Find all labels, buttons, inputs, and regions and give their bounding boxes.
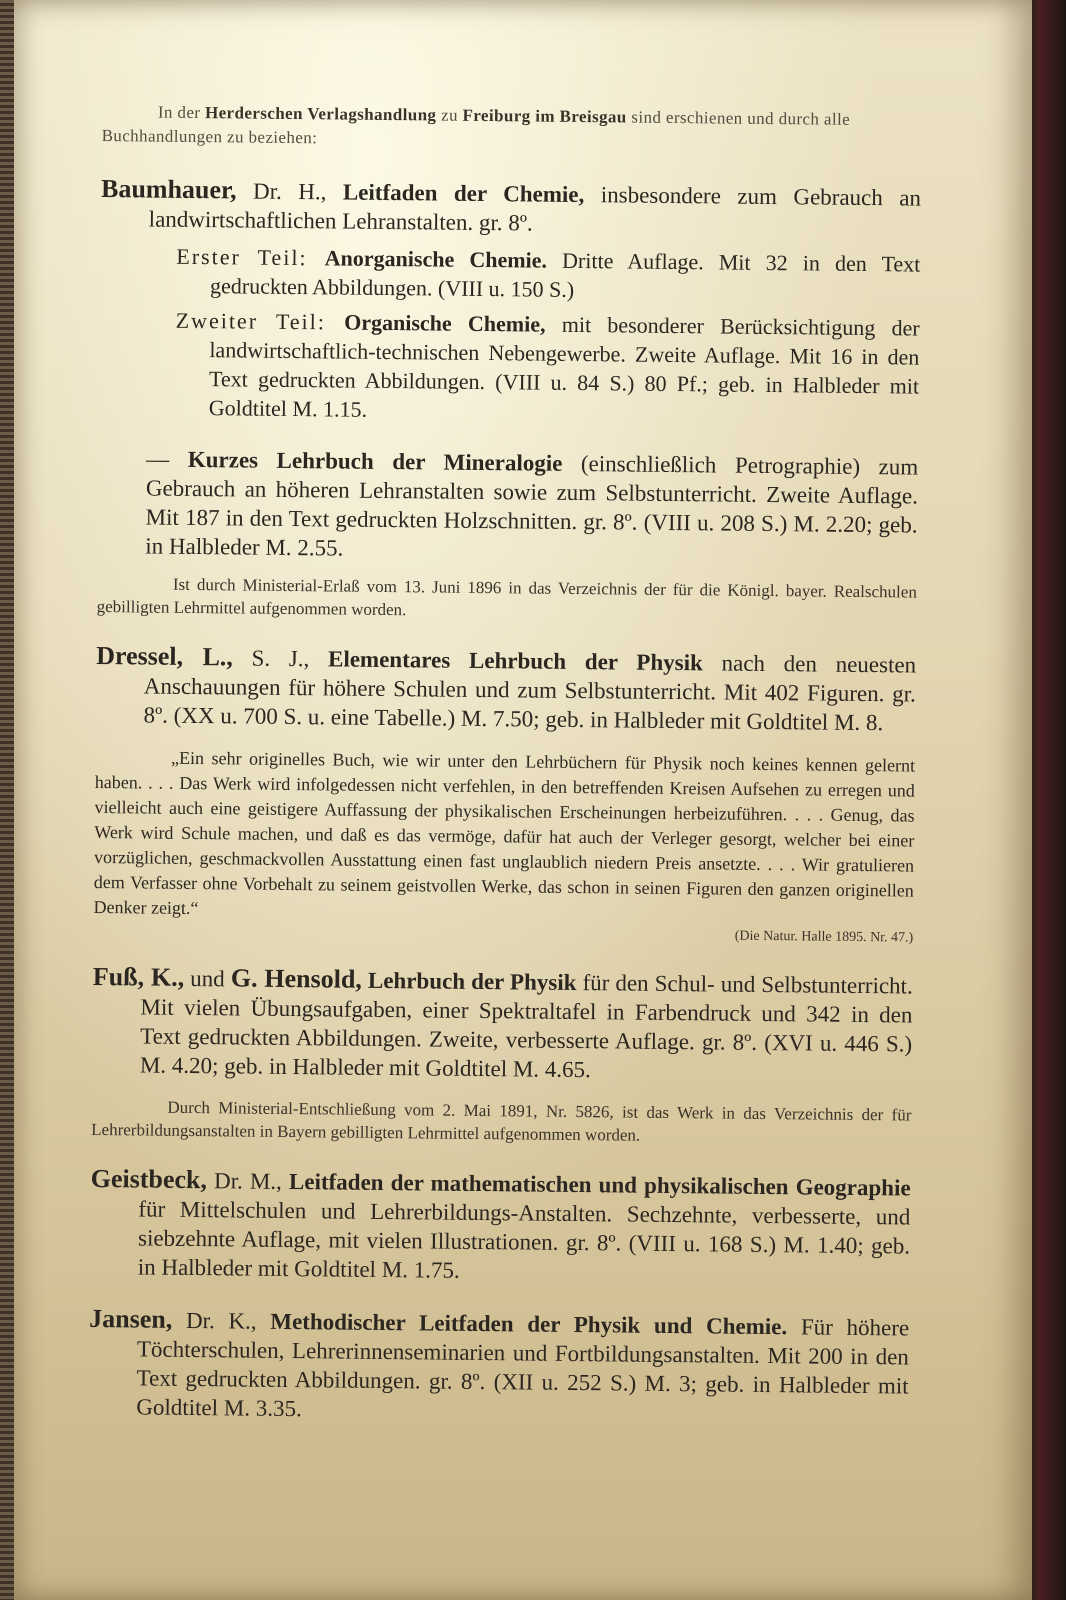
adjacent-page-edge <box>0 0 14 1600</box>
entry-dressel <box>95 641 916 738</box>
book-page <box>14 0 1032 1600</box>
entry-baumhauer-mineralogie <box>97 444 918 569</box>
part-description: Dritte Auflage. Mit 32 in den Text gedruckten Abbildungen. (VIII u. 150 S.) <box>209 247 921 302</box>
entry-jansen <box>88 1304 909 1430</box>
page-text <box>88 100 922 1446</box>
book-title: Leitfaden der Chemie, <box>342 179 585 208</box>
entry-geistbeck <box>90 1164 911 1290</box>
header-publisher: Herderschen Verlagshandlung <box>204 103 437 125</box>
book-description: Für höhere Töchterschulen, Lehrerinnenseminarien und Fortbildungsanstalten. Mit 200 in den Text gedruckten Abbildungen. gr. 8º. (XII u. 252 S.) M. 3; geb. in Halbleder mit Goldtitel M. 3.35. <box>136 1314 910 1422</box>
header-city: Freiburg im Breisgau <box>462 105 627 127</box>
book-description: (einschließlich Petrographie) zum Gebrauch an höheren Lehranstalten sowie zum Selbstunterricht. Zweite Auflage. Mit 187 in den Text gedruckten Holzschnitten. gr. 8º. (VIII u. 208 S.) M. 2.20; geb. in Halbleder M. 2.55. <box>145 450 919 561</box>
book-title: Lehrbuch der Physik <box>361 967 577 996</box>
author-name: Baumhauer, <box>100 173 237 205</box>
part-label: Erster Teil: <box>176 243 325 271</box>
entry-baumhauer <box>101 174 922 242</box>
header-post: sind erschienen und durch alle Buchhandlungen zu beziehen: <box>101 107 851 148</box>
book-description: insbesondere zum Gebrauch an landwirtschaftlichen Lehranstalten. gr. 8º. <box>148 182 922 236</box>
author-name-2: G. Hensold, <box>230 963 363 994</box>
author-initials: Dr. H., <box>236 178 344 205</box>
book-title: Elementares Lehrbuch der Physik <box>327 646 703 676</box>
part-title: Organische Chemie, <box>344 309 546 337</box>
review-source: (Die Natur. Halle 1895. Nr. 47.) <box>734 928 914 946</box>
ministerial-note: Durch Ministerial-Entschließung vom 2. Mai 1891, Nr. 5826, ist das Werk in das Verzeichnis der für Lehrerbildungsanstalten in Bayern gebilligten Lehrmittel aufgenommen worden. <box>91 1097 912 1145</box>
author-name: Geistbeck, <box>90 1163 208 1195</box>
book-description: für Mittelschulen und Lehrerbildungs-Anstalten. Sechzehnte, verbesserte, und siebzehnte Auflage, mit vielen Illustrationen. gr. 8º. (VIII u. 168 S.) M. 1.40; geb. in Halbleder mit Goldtitel M. 1.75. <box>137 1196 911 1283</box>
entry-fuss <box>92 962 913 1088</box>
author-connector: und <box>184 965 231 992</box>
header-pre: In der <box>157 102 206 123</box>
author-name: Jansen, <box>89 1303 173 1334</box>
review-quote: „Ein sehr originelles Buch, wie wir unter den Lehrbüchern für Physik noch keines kennen gelernt haben. . . . Das Werk wird infolgedessen nicht verfehlen, in den betreffenden Kreisen Aufsehen zu erregen und vielleicht auch eine geistigere Auffassung der physikalischen Erscheinungen herbeizuführen. . . . Genug, das Werk wird Schule machen, und daß es das vermöge, dafür hat auch der Verleger gesorgt, welcher bei einer vorzüglichen, geschmackvollen Ausstattung einen fast unglaublich niedern Preis ansetzte. . . . Wir gratulieren dem Verfasser ohne Vorbehalt zu seinem geistvollen Werke, das schon in seinen Figuren den ganzen originellen Denker zeigt.“ <box>93 747 916 919</box>
book-description: für den Schul- und Selbstunterricht. Mit vielen Übungsaufgaben, einer Spektraltafel in Farbendruck und 342 in den Text gedruckten Abbildungen. Zweite, verbesserte Auflage. gr. 8º. (XVI u. 446 S.) M. 4.20; geb. in Halbleder mit Goldtitel M. 4.65. <box>139 970 913 1083</box>
book-title: Leitfaden der mathematischen und physikalischen Geographie <box>288 1169 911 1201</box>
author-name: Dressel, L., <box>96 640 234 672</box>
header-mid: zu <box>436 105 463 125</box>
part-label: Zweiter Teil: <box>175 307 345 335</box>
author-initials: Dr. M., <box>206 1168 290 1195</box>
part-title: Anorganische Chemie. <box>324 245 548 273</box>
entry-baumhauer-part1 <box>176 242 921 308</box>
publisher-header <box>101 100 921 157</box>
book-description: nach den neuesten Anschauungen für höhere Schulen und zum Selbstunterricht. Mit 402 Figuren. gr. 8º. (XX u. 700 S. u. eine Tabelle.) M. 7.50; geb. in Halbleder mit Goldtitel M. 8. <box>143 650 917 736</box>
part-description: mit besonderer Berücksichtigung der landwirtschaftlich-technischen Nebengewerbe. Zweite Auflage. Mit 16 in den Text gedruckten Abbildungen. (VIII u. 84 S.) 80 Pf.; geb. in Halbleder mit Goldtitel M. 1.15. <box>208 311 920 422</box>
book-title: Methodischer Leitfaden der Physik und Chemie. <box>270 1308 788 1340</box>
ministerial-note: Ist durch Ministerial-Erlaß vom 13. Juni 1896 in das Verzeichnis der für die Königl. bayer. Realschulen gebilligten Lehrmittel aufgenommen worden. <box>96 574 917 620</box>
book-title: Kurzes Lehrbuch der Mineralogie <box>187 446 563 476</box>
author-name: Fuß, K., <box>92 961 185 992</box>
ditto-dash: — <box>146 446 188 472</box>
author-initials: S. J., <box>232 645 329 672</box>
author-initials: Dr. K., <box>172 1307 271 1334</box>
entry-baumhauer-part2 <box>175 306 920 430</box>
